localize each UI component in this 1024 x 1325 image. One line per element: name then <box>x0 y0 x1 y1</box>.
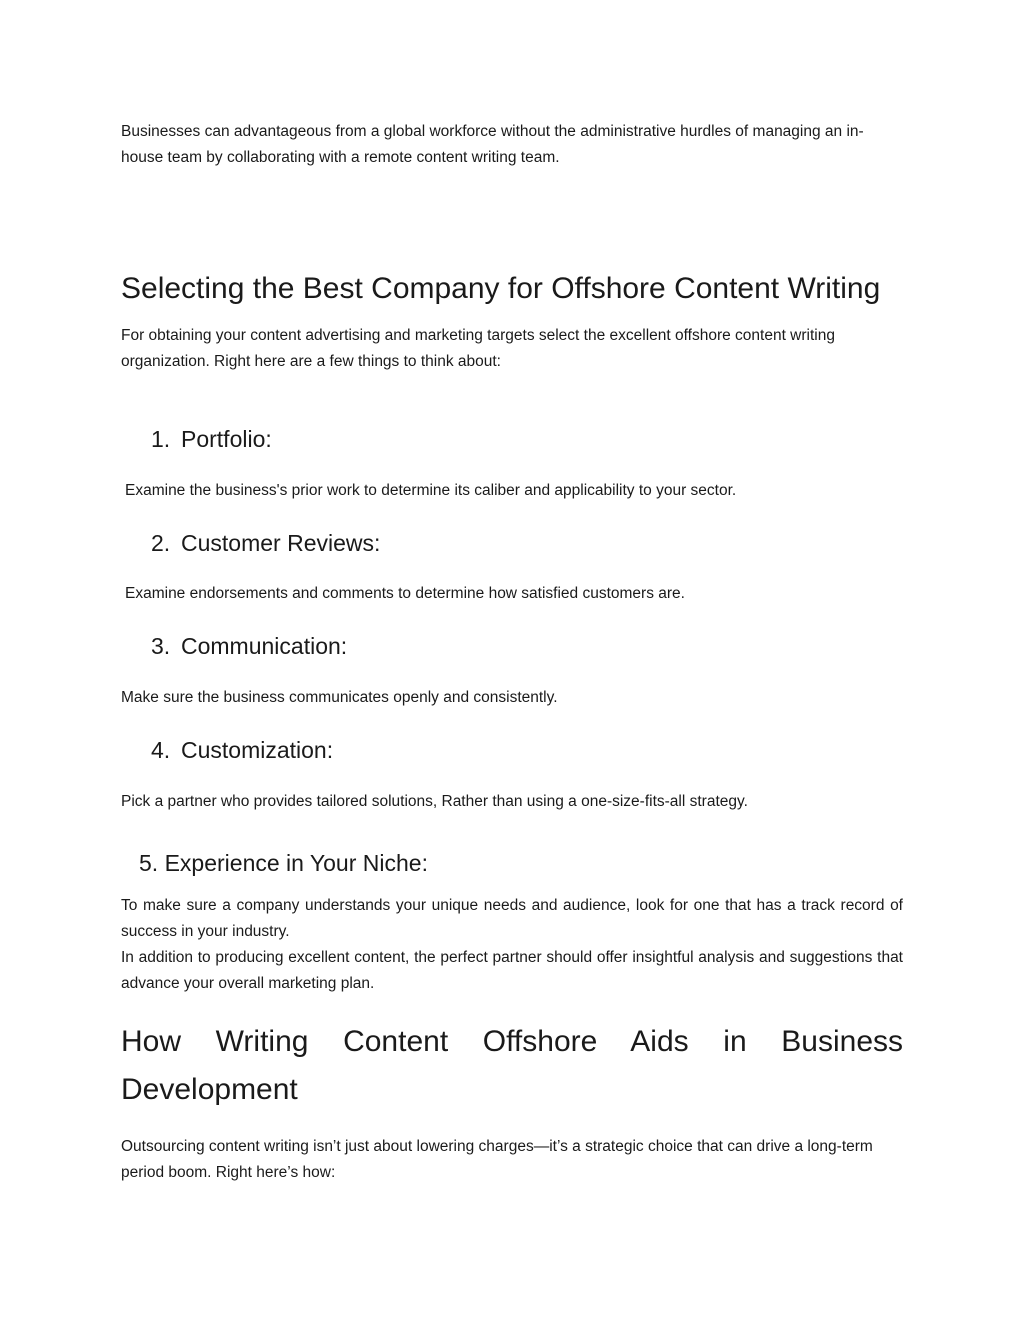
list-item-text-continued: In addition to producing excellent content, the perfect partner should offer insightful analysis and suggestions that advance your overall marketing plan. <box>121 949 903 992</box>
list-item-number: 4. <box>151 737 171 763</box>
list-item-heading <box>151 528 380 558</box>
list-item-heading <box>151 424 272 454</box>
list-item-text: Pick a partner who provides tailored solutions, Rather than using a one-size-fits-all strategy. <box>121 793 748 810</box>
list-item-title: Communication: <box>181 633 348 659</box>
list-item-text: Examine endorsements and comments to determine how satisfied customers are. <box>125 585 685 602</box>
list-item-text: Examine the business's prior work to determine its caliber and applicability to your sector. <box>125 482 737 499</box>
list-item-number: 5. <box>139 850 159 876</box>
section2-intro-paragraph: Outsourcing content writing isn’t just about lowering charges—it’s a strategic choice that can drive a long-term period boom. Right here’s how: <box>121 1138 873 1181</box>
list-item-text: Make sure the business communicates openly and consistently. <box>121 689 558 706</box>
section-heading-business-development: How Writing Content Offshore Aids in Business Development <box>121 1025 903 1106</box>
list-item-title: Experience in Your Niche: <box>164 850 428 876</box>
list-item-number: 1. <box>151 426 171 452</box>
list-item-number: 3. <box>151 633 171 659</box>
list-item-text: To make sure a company understands your unique needs and audience, look for one that has a track record of success in your industry. <box>121 897 903 940</box>
list-item-heading <box>151 735 333 765</box>
list-item-number: 2. <box>151 530 171 556</box>
section-heading-selecting: Selecting the Best Company for Offshore Content Writing <box>121 272 881 305</box>
section-intro-paragraph: For obtaining your content advertising and marketing targets select the excellent offshore content writing organization. Right here are a few things to think about: <box>121 327 835 370</box>
list-item-title: Customization: <box>181 737 334 763</box>
list-item-title: Portfolio: <box>181 426 272 452</box>
list-item-heading <box>151 631 347 661</box>
list-item-title: Customer Reviews: <box>181 530 381 556</box>
intro-paragraph: Businesses can advantageous from a global workforce without the administrative hurdles of managing an in-house team by collaborating with a remote content writing team. <box>121 123 864 166</box>
list-item-heading <box>139 848 428 878</box>
